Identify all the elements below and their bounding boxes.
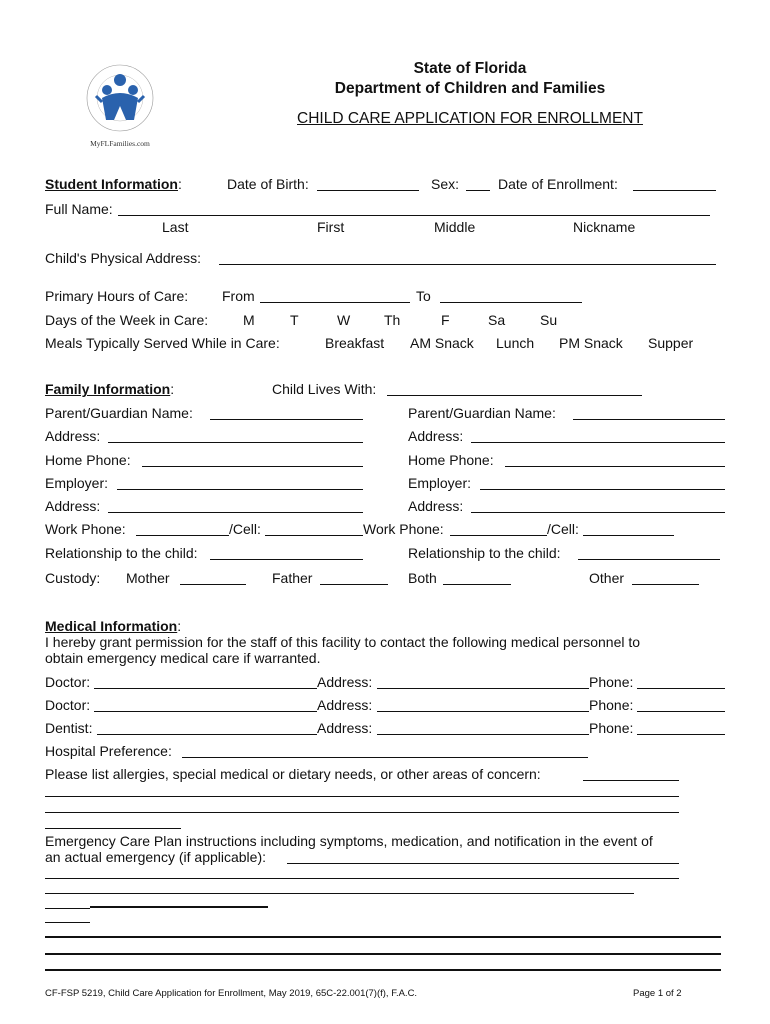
dentist-field[interactable] bbox=[97, 734, 317, 735]
middle-caption: Middle bbox=[434, 219, 476, 235]
footer-page-number: Page 1 of 2 bbox=[633, 988, 682, 999]
sex-field[interactable] bbox=[466, 190, 490, 191]
sex-label: Sex: bbox=[431, 176, 460, 192]
family-heading: Family Information: bbox=[45, 381, 175, 397]
hours-label: Primary Hours of Care: bbox=[45, 288, 189, 304]
guardian1-relationship-label: Relationship to the child: bbox=[45, 545, 198, 561]
nickname-caption: Nickname bbox=[573, 219, 636, 235]
meal-option[interactable]: Supper bbox=[648, 335, 694, 351]
guardian1-address-field[interactable] bbox=[108, 442, 363, 443]
guardian1-employer-address-label: Address: bbox=[45, 498, 101, 514]
guardian2-address-field[interactable] bbox=[471, 442, 725, 443]
dob-label: Date of Birth: bbox=[227, 176, 309, 192]
custody-mother-field[interactable] bbox=[180, 584, 246, 585]
dentist-address-label: Address: bbox=[317, 720, 373, 736]
guardian1-name-field[interactable] bbox=[210, 419, 363, 420]
child-address-label: Child's Physical Address: bbox=[45, 250, 201, 266]
dcf-logo bbox=[72, 62, 172, 152]
custody-label: Custody: bbox=[45, 570, 101, 586]
guardian2-name-field[interactable] bbox=[573, 419, 725, 420]
doctor2-label: Doctor: bbox=[45, 697, 91, 713]
dentist-phone-label: Phone: bbox=[589, 720, 634, 736]
enrollment-date-field[interactable] bbox=[633, 190, 716, 191]
custody-other-field[interactable] bbox=[632, 584, 699, 585]
doctor1-address-field[interactable] bbox=[377, 688, 589, 689]
day-option[interactable]: M bbox=[243, 312, 255, 328]
meal-option[interactable]: Lunch bbox=[496, 335, 535, 351]
logo-url-text: MyFLFamilies.com bbox=[90, 139, 150, 148]
doctor1-phone-label: Phone: bbox=[589, 674, 634, 690]
guardian2-name-label: Parent/Guardian Name: bbox=[408, 405, 556, 421]
doctor1-address-label: Address: bbox=[317, 674, 373, 690]
allergies-field-line[interactable] bbox=[45, 812, 679, 813]
guardian1-cell-label: /Cell: bbox=[229, 521, 261, 537]
medical-heading: Medical Information: bbox=[45, 618, 182, 634]
guardian2-relationship-field[interactable] bbox=[578, 559, 720, 560]
last-caption: Last bbox=[162, 219, 189, 235]
hours-to-label: To bbox=[416, 288, 431, 304]
ecp-line1: Emergency Care Plan instructions including symptoms, medication, and notification in the event of bbox=[45, 833, 653, 849]
footer-form-id: CF-FSP 5219, Child Care Application for Enrollment, May 2019, 65C-22.001(7)(f), F.A.C. bbox=[45, 988, 418, 999]
day-option[interactable]: W bbox=[337, 312, 351, 328]
ecp-field-line[interactable] bbox=[45, 878, 679, 879]
allergies-field-line[interactable] bbox=[45, 828, 181, 829]
day-option[interactable]: Sa bbox=[488, 312, 506, 328]
ecp-field-line[interactable] bbox=[45, 969, 721, 971]
ecp-line2: an actual emergency (if applicable): bbox=[45, 849, 267, 865]
guardian1-employer-label: Employer: bbox=[45, 475, 109, 491]
lives-with-label: Child Lives With: bbox=[272, 381, 377, 397]
custody-father-field[interactable] bbox=[320, 584, 388, 585]
guardian2-home-phone-field[interactable] bbox=[505, 466, 725, 467]
guardian1-cell-field[interactable] bbox=[265, 535, 363, 536]
header-state: State of Florida bbox=[413, 60, 527, 77]
ecp-field-line[interactable] bbox=[90, 906, 268, 908]
guardian2-relationship-label: Relationship to the child: bbox=[408, 545, 561, 561]
medical-intro-line1: I hereby grant permission for the staff of this facility to contact the following medical personnel to bbox=[45, 634, 641, 650]
guardian2-cell-field[interactable] bbox=[583, 535, 674, 536]
guardian1-work-phone-field[interactable] bbox=[136, 535, 229, 536]
ecp-field-line[interactable] bbox=[45, 922, 90, 923]
medical-intro-line2: obtain emergency medical care if warranted. bbox=[45, 650, 321, 666]
meals-label: Meals Typically Served While in Care: bbox=[45, 335, 280, 351]
child-address-field[interactable] bbox=[219, 264, 716, 265]
custody-option-both: Both bbox=[408, 570, 437, 586]
guardian2-address-label: Address: bbox=[408, 428, 464, 444]
full-name-label: Full Name: bbox=[45, 201, 113, 217]
guardian1-address-label: Address: bbox=[45, 428, 101, 444]
day-option[interactable]: Su bbox=[540, 312, 558, 328]
doctor2-phone-field[interactable] bbox=[637, 711, 725, 712]
ecp-field-line[interactable] bbox=[45, 936, 721, 938]
guardian2-employer-field[interactable] bbox=[480, 489, 725, 490]
header-department: Department of Children and Families bbox=[334, 80, 606, 97]
dentist-label: Dentist: bbox=[45, 720, 93, 736]
doctor2-address-label: Address: bbox=[317, 697, 373, 713]
hospital-label: Hospital Preference: bbox=[45, 743, 172, 759]
enrollment-date-label: Date of Enrollment: bbox=[498, 176, 618, 192]
guardian1-home-phone-field[interactable] bbox=[142, 466, 363, 467]
hours-to-field[interactable] bbox=[440, 302, 582, 303]
custody-both-field[interactable] bbox=[443, 584, 511, 585]
meal-option[interactable]: PM Snack bbox=[559, 335, 623, 351]
day-option[interactable]: T bbox=[290, 312, 299, 328]
guardian2-work-phone-label: Work Phone: bbox=[363, 521, 444, 537]
doctor2-address-field[interactable] bbox=[377, 711, 589, 712]
doctor1-field[interactable] bbox=[94, 688, 317, 689]
guardian1-employer-address-field[interactable] bbox=[108, 512, 363, 513]
guardian2-employer-label: Employer: bbox=[408, 475, 472, 491]
guardian2-home-phone-label: Home Phone: bbox=[408, 452, 494, 468]
guardian1-work-phone-label: Work Phone: bbox=[45, 521, 126, 537]
guardian2-employer-address-field[interactable] bbox=[471, 512, 725, 513]
full-name-field[interactable] bbox=[118, 215, 710, 216]
meal-option[interactable]: Breakfast bbox=[325, 335, 385, 351]
guardian1-name-label: Parent/Guardian Name: bbox=[45, 405, 193, 421]
guardian2-cell-label: /Cell: bbox=[547, 521, 579, 537]
days-label: Days of the Week in Care: bbox=[45, 312, 209, 328]
hours-from-field[interactable] bbox=[260, 302, 410, 303]
guardian2-work-phone-field[interactable] bbox=[450, 535, 547, 536]
ecp-field-line[interactable] bbox=[45, 908, 90, 909]
ecp-field[interactable] bbox=[287, 863, 679, 864]
guardian1-employer-field[interactable] bbox=[117, 489, 363, 490]
guardian1-home-phone-label: Home Phone: bbox=[45, 452, 131, 468]
guardian1-relationship-field[interactable] bbox=[210, 559, 363, 560]
custody-option-mother: Mother bbox=[126, 570, 170, 586]
day-option[interactable]: F bbox=[441, 312, 450, 328]
lives-with-field[interactable] bbox=[387, 395, 642, 396]
custody-option-father: Father bbox=[272, 570, 313, 586]
guardian2-employer-address-label: Address: bbox=[408, 498, 464, 514]
hospital-field[interactable] bbox=[182, 757, 588, 758]
day-option[interactable]: Th bbox=[384, 312, 401, 328]
doctor1-label: Doctor: bbox=[45, 674, 91, 690]
dentist-phone-field[interactable] bbox=[637, 734, 725, 735]
ecp-field-line[interactable] bbox=[45, 893, 634, 894]
hours-from-label: From bbox=[222, 288, 255, 304]
first-caption: First bbox=[317, 219, 345, 235]
form-title: CHILD CARE APPLICATION FOR ENROLLMENT bbox=[297, 110, 643, 127]
allergies-field[interactable] bbox=[583, 780, 679, 781]
doctor2-phone-label: Phone: bbox=[589, 697, 634, 713]
doctor1-phone-field[interactable] bbox=[637, 688, 725, 689]
dentist-address-field[interactable] bbox=[377, 734, 589, 735]
ecp-field-line[interactable] bbox=[45, 953, 721, 955]
meal-option[interactable]: AM Snack bbox=[410, 335, 474, 351]
doctor2-field[interactable] bbox=[94, 711, 317, 712]
dob-field[interactable] bbox=[317, 190, 419, 191]
custody-option-other: Other bbox=[589, 570, 625, 586]
allergies-label: Please list allergies, special medical or dietary needs, or other areas of concern: bbox=[45, 766, 541, 782]
student-heading: Student Information: bbox=[45, 176, 182, 192]
allergies-field-line[interactable] bbox=[45, 796, 679, 797]
